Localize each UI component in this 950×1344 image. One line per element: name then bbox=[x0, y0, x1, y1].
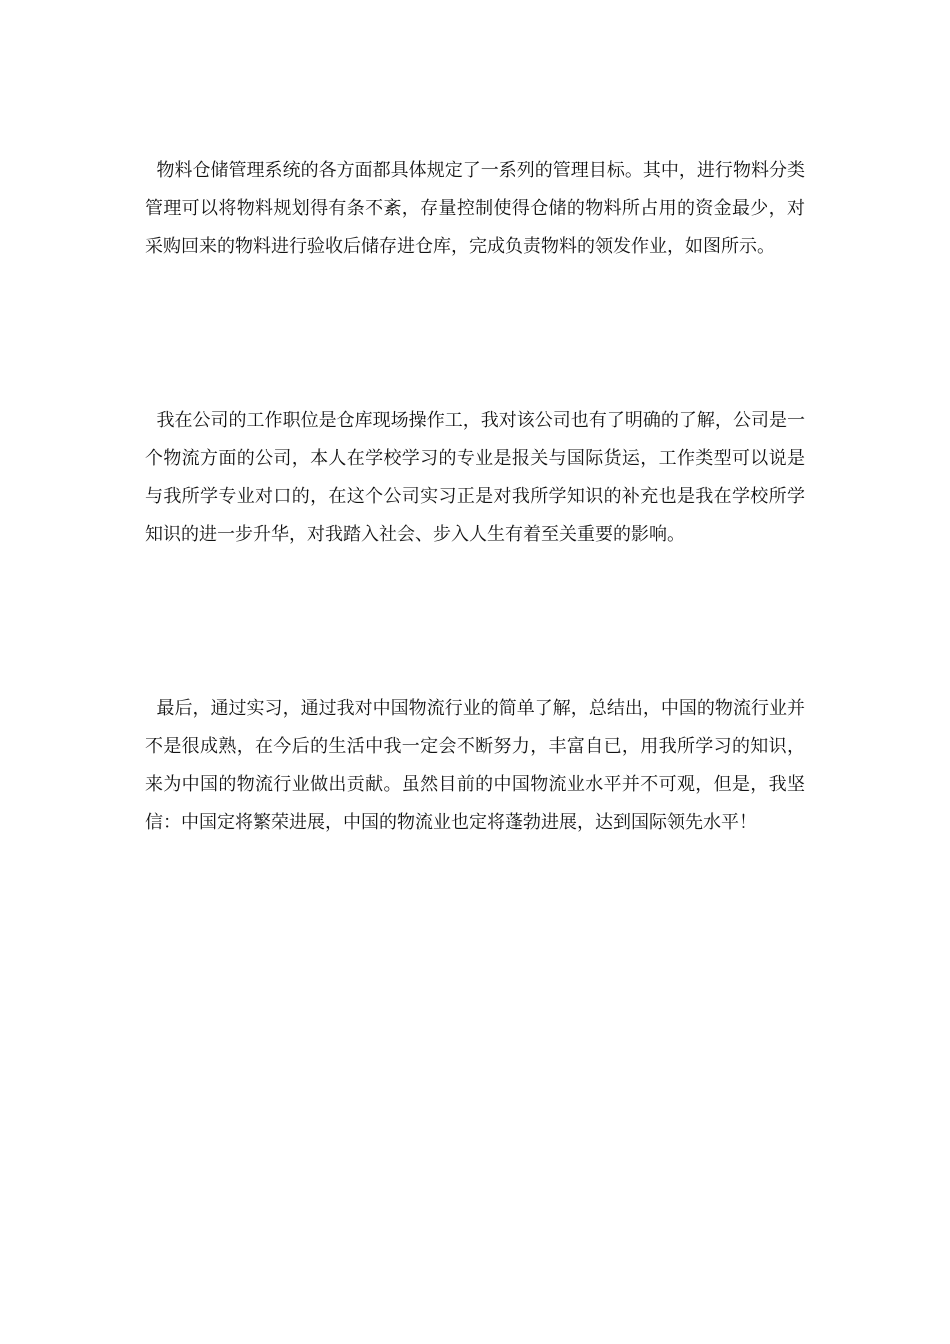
paragraph-2: 我在公司的工作职位是仓库现场操作工，我对该公司也有了明确的了解，公司是一个物流方面的公司，本人在学校学习的专业是报关与国际货运，工作类型可以说是与我所学专业对口的，在这个公司实习正是对我所学知识的补充也是我在学校所学知识的进一步升华，对我踏入社会、步入人生有着至关重要的影响。 bbox=[145, 410, 805, 545]
paragraph-1: 物料仓储管理系统的各方面都具体规定了一系列的管理目标。其中，进行物料分类管理可以将物料规划得有条不紊，存量控制使得仓储的物料所占用的资金最少，对采购回来的物料进行验收后储存进仓库，完成负责物料的领发作业，如图所示。 bbox=[145, 160, 805, 257]
paragraph-3: 最后，通过实习，通过我对中国物流行业的简单了解，总结出，中国的物流行业并不是很成熟，在今后的生活中我一定会不断努力，丰富自已，用我所学习的知识，来为中国的物流行业做出贡献。虽然目前的中国物流业水平并不可观，但是，我坚信：中国定将繁荣进展，中国的物流业也定将蓬勃进展，达到国际领先水平！ bbox=[145, 698, 805, 833]
